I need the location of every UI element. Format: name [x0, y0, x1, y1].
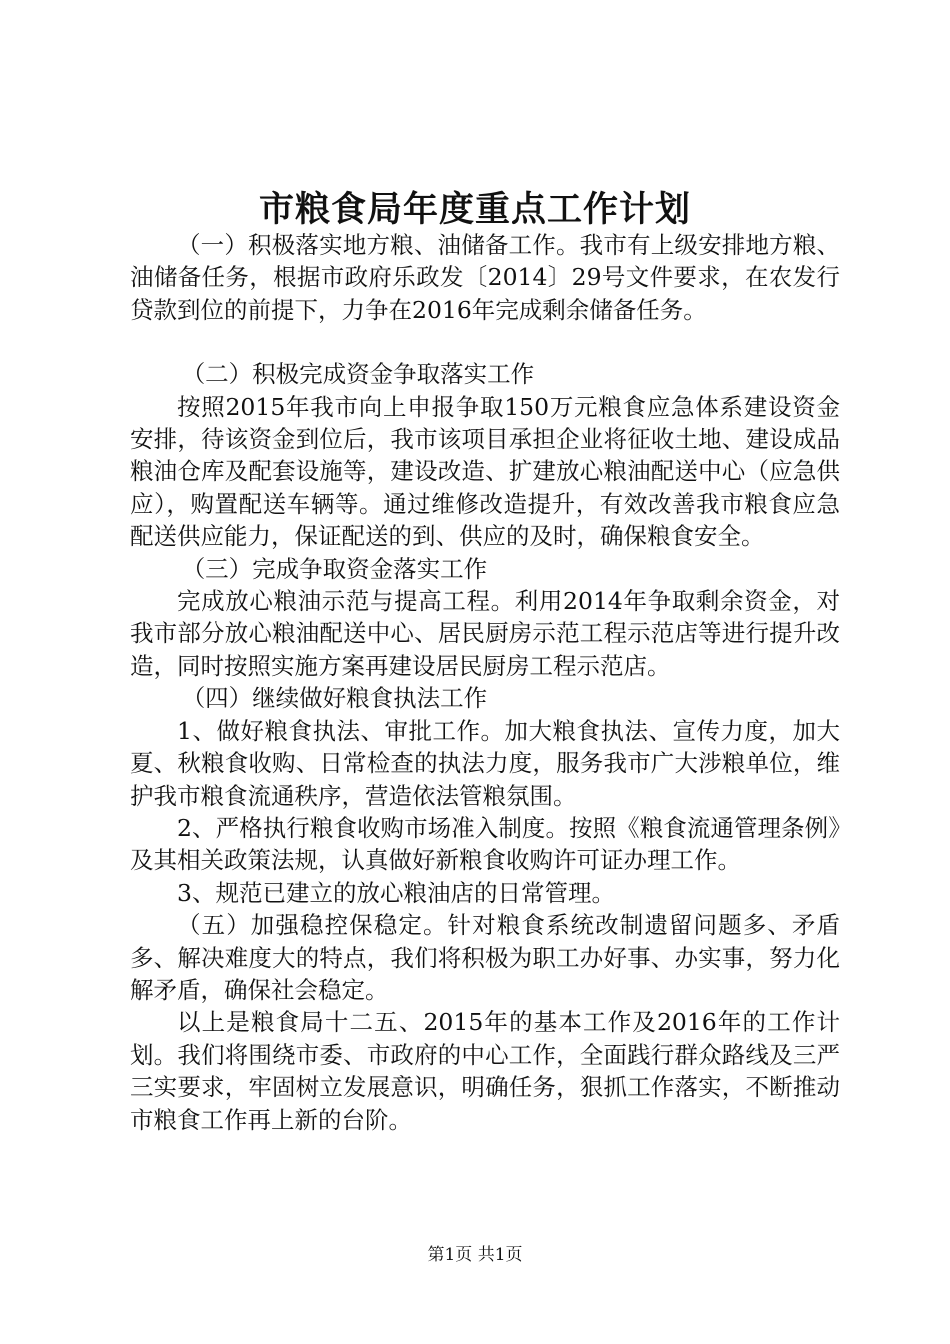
paragraph-conclusion: 以上是粮食局十二五、2015年的基本工作及2016年的工作计划。我们将围绕市委、市政府的中心工作，全面践行群众路线及三严三实要求，牢固树立发展意识，明确任务，狠抓工作落实，不断推动市粮食工作再上新的台阶。	[130, 1008, 840, 1134]
paragraph-item-1: 1、做好粮食执法、审批工作。加大粮食执法、宣传力度，加大夏、秋粮食收购、日常检查的执法力度，服务我市广大涉粮单位，维护我市粮食流通秩序，营造依法管粮氛围。	[130, 716, 840, 810]
paragraph-item-2: 2、严格执行粮食收购市场准入制度。按照《粮食流通管理条例》及其相关政策法规，认真做好新粮食收购许可证办理工作。	[130, 813, 840, 875]
heading-section-4: （四）继续做好粮食执法工作	[181, 684, 488, 713]
heading-section-3: （三）完成争取资金落实工作	[181, 554, 488, 583]
paragraph-section-2: 按照2015年我市向上申报争取150万元粮食应急体系建设资金安排，待该资金到位后，我市该项目承担企业将征收土地、建设成品粮油仓库及配套设施等，建设改造、扩建放心粮油配送中心（应急供应），购置配送车辆等。通过维修改造提升，有效改善我市粮食应急配送供应能力，保证配送的到、供应的及时，确保粮食安全。	[130, 392, 840, 551]
page-number: 第1页 共1页	[427, 1245, 523, 1265]
heading-section-2: （二）积极完成资金争取落实工作	[181, 360, 535, 389]
document-title: 市粮食局年度重点工作计划	[258, 189, 691, 230]
document-body	[130, 229, 840, 1136]
paragraph-section-1: （一）积极落实地方粮、油储备工作。我市有上级安排地方粮、油储备任务，根据市政府乐政发〔2014〕29号文件要求，在农发行贷款到位的前提下，力争在2016年完成剩余储备任务。	[130, 231, 840, 324]
paragraph-section-5: （五）加强稳控保稳定。针对粮食系统改制遗留问题多、矛盾多、解决难度大的特点，我们将积极为职工办好事、办实事，努力化解矛盾，确保社会稳定。	[130, 911, 840, 1004]
paragraph-item-3: 3、规范已建立的放心粮油店的日常管理。	[177, 878, 615, 907]
paragraph-section-3: 完成放心粮油示范与提高工程。利用2014年争取剩余资金，对我市部分放心粮油配送中心、居民厨房示范工程示范店等进行提升改造，同时按照实施方案再建设居民厨房工程示范店。	[130, 587, 840, 680]
